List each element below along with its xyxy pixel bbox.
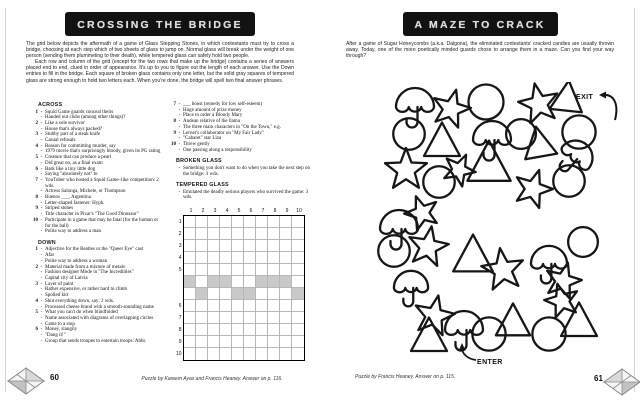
intro-paragraph: After a game of Sugar Honeycombs (a.k.a. Dalgona), the eliminated contestants' cracked candies are usually thrown away. Today, one of the more poetically minded guards chose to arrange them in a maze. Can you find your way through?	[346, 41, 614, 60]
clue: - "Dang it!"	[40, 333, 66, 339]
grid-cell	[208, 288, 220, 300]
grid-cell	[208, 228, 220, 240]
down-header: DOWN	[38, 239, 56, 246]
grid-cell	[268, 216, 280, 228]
page-right	[330, 8, 630, 394]
grid-cell	[256, 312, 268, 324]
grid-cell	[196, 252, 208, 264]
clue: 4 - Shut everything down, say: 2 wds.	[35, 298, 115, 304]
grid-col-label: 9	[285, 208, 289, 215]
clue: - Polite way to address a woman	[40, 258, 108, 264]
grid-cell	[220, 252, 232, 264]
clue: - Title character in Pixar's "The Good Dinosaur"	[40, 212, 139, 218]
exit-arrow-icon	[599, 92, 616, 121]
grid-cell	[220, 300, 232, 312]
tempered-glass-clue	[168, 190, 315, 201]
grid-cell	[232, 216, 244, 228]
umbrella-shape	[394, 271, 428, 307]
grid-cell	[232, 252, 244, 264]
star-shape	[385, 148, 427, 188]
dalgona-maze	[343, 82, 618, 374]
grid-cell	[208, 264, 220, 276]
grid-cell	[232, 228, 244, 240]
grid-cell	[184, 348, 196, 360]
grid-cell	[208, 324, 220, 336]
clue: - Name associated with diagrams of overlapping circles	[40, 315, 154, 321]
grid-cell	[244, 228, 256, 240]
grid-cell	[256, 324, 268, 336]
star-shape	[541, 279, 582, 319]
grid-cell	[196, 312, 208, 324]
right-intro	[346, 41, 614, 59]
grid-cell	[220, 228, 232, 240]
tempered-glass-cell	[220, 276, 232, 288]
clue: 9 - Lerner's collaborator on "My Fair Lady"	[173, 130, 264, 136]
clue: - Fashion designer Mode in "The Incredibles"	[40, 270, 134, 276]
clue: - Rather expensive, or rather hard to climb	[40, 287, 128, 293]
grid-cell	[280, 264, 292, 276]
star-shape	[510, 164, 557, 210]
grid-cell	[220, 336, 232, 348]
grid-cell	[292, 276, 304, 288]
clue: - Something you don't want to do when you take the next step on the bridge: 3 wds.	[178, 165, 310, 177]
page-number-right: 61	[594, 374, 603, 383]
grid-cell	[256, 216, 268, 228]
grid-cell	[268, 252, 280, 264]
clue: - Afar	[40, 253, 55, 259]
grid-cell	[184, 240, 196, 252]
grid-cell	[196, 228, 208, 240]
grid-cell	[292, 228, 304, 240]
clue: - Processed cheese brand with a smooth-sounding name	[40, 304, 154, 310]
tempered-glass-cell	[292, 288, 304, 300]
right-page-title: A MAZE TO CRACK	[414, 18, 546, 31]
grid-cell	[268, 288, 280, 300]
bridge-crossword-grid	[174, 208, 315, 361]
grid-row-label: 2	[178, 231, 182, 238]
clue: 9 - Striped stones	[35, 206, 74, 212]
clue: - "Cabaret" star Liza	[178, 136, 222, 142]
tempered-glass-cell	[232, 288, 244, 300]
circle-shape	[532, 317, 565, 350]
grid-cell	[184, 336, 196, 348]
down-clue-list-continued	[168, 102, 315, 153]
clue: 10 - Participate in a game that may be fatal (for the human or for the ball)	[33, 217, 159, 229]
left-page-title: CROSSING THE BRIDGE	[77, 18, 243, 31]
grid-cell	[220, 348, 232, 360]
grid-cell	[184, 252, 196, 264]
clue: - Letter-shaped fastener: Hyph.	[40, 200, 105, 206]
grid-cell	[232, 324, 244, 336]
ddakji-origami-icon	[6, 366, 46, 396]
grid-col-label: 2	[201, 208, 205, 215]
grid-cell	[184, 324, 196, 336]
grid-col-label: 7	[261, 208, 265, 215]
grid-cell	[184, 264, 196, 276]
grid-cell	[232, 240, 244, 252]
grid-cell	[292, 336, 304, 348]
clue-column-2	[168, 102, 315, 361]
grid-cell	[244, 300, 256, 312]
star-shape	[479, 245, 526, 290]
grid-row-label: 10	[175, 351, 182, 358]
clue: - One passing along a responsibility	[178, 147, 252, 153]
grid-cell	[232, 276, 244, 288]
grid-cell	[208, 312, 220, 324]
grid-cell	[184, 216, 196, 228]
tempered-glass-cell	[280, 276, 292, 288]
down-clue-list	[30, 247, 161, 344]
grid-cell	[220, 324, 232, 336]
grid-col-label: 4	[225, 208, 229, 215]
grid-cell	[196, 216, 208, 228]
clue: - Polite way to address a man	[40, 229, 101, 235]
grid-cell	[196, 264, 208, 276]
grid-cell	[208, 348, 220, 360]
grid-cell	[280, 288, 292, 300]
grid-cell	[280, 252, 292, 264]
clue: 5 - Creature that can produce a pearl	[35, 155, 112, 161]
grid-row-label: 8	[178, 327, 182, 334]
page-edge-left	[5, 8, 6, 392]
grid-cell	[220, 312, 232, 324]
grid-cell	[244, 252, 256, 264]
grid-col-label: 10	[296, 208, 302, 215]
grid-col-label: 1	[189, 208, 193, 215]
grid-cell	[220, 288, 232, 300]
grid-cell	[232, 300, 244, 312]
grid-cell	[196, 324, 208, 336]
tempered-glass-cell	[268, 276, 280, 288]
grid-cell	[220, 240, 232, 252]
tempered-glass-cell	[184, 276, 196, 288]
grid-cell	[268, 300, 280, 312]
clue: - Did great on, as a final exam	[40, 160, 103, 166]
grid-cell	[244, 336, 256, 348]
across-header: ACROSS	[38, 102, 63, 108]
clue: 4 - Reason for committing murder, say	[35, 143, 116, 149]
grid-col-label: 8	[273, 208, 277, 215]
star-shape	[428, 85, 474, 130]
clue-columns	[30, 102, 315, 361]
intro-paragraph-1: The grid below depicts the aftermath of a game of Glass Stepping Stones, in which contestants must try to cross a bridge, choosing at each step which of two sheets of glass to jump on. Normal glass will break under the weight of one person (sending them plummeting to their death), while tempered glass can safely hold two people.	[26, 41, 294, 60]
clue: - The three main characters in "On the Town," e.g.	[178, 124, 281, 130]
grid-cell	[292, 300, 304, 312]
clue: - Place to order a Bloody Mary	[178, 113, 243, 119]
grid-cell	[244, 348, 256, 360]
grid-cell	[232, 312, 244, 324]
clue: 3 - Stubby part of a steak knife	[35, 132, 101, 138]
grid-cell	[268, 348, 280, 360]
grid-cell	[220, 216, 232, 228]
triangle-shape	[424, 123, 460, 157]
tempered-glass-cell	[196, 288, 208, 300]
clue: 6 - Bark like a tiny little dog	[35, 166, 96, 172]
clue: - Emulated the deadly serious players who survived the game: 3 wds.	[178, 189, 309, 201]
tempered-glass-cell	[256, 276, 268, 288]
clue: 5 - What you can't do when blindfolded	[35, 310, 118, 316]
circle-shape	[393, 118, 425, 150]
clue: - Came to a stop	[40, 321, 75, 327]
clue: - Capital city of Latvia	[40, 275, 88, 281]
clue: 3 - Layer of paint	[35, 281, 74, 287]
grid-cell	[256, 300, 268, 312]
grid-row-label: 6	[178, 303, 182, 310]
tempered-glass-header: TEMPERED GLASS	[176, 182, 229, 189]
grid-cell	[256, 264, 268, 276]
grid-cell	[280, 300, 292, 312]
clue: 8 - Buenos ___, Argentina	[35, 195, 91, 201]
tempered-glass-cell	[244, 288, 256, 300]
exit-label: EXIT	[576, 94, 594, 101]
grid-cell	[196, 336, 208, 348]
grid-cell	[280, 228, 292, 240]
grid-cell	[232, 336, 244, 348]
grid-cell	[184, 300, 196, 312]
umbrella-shape	[473, 121, 511, 161]
grid-cell	[280, 312, 292, 324]
star-shape	[405, 223, 451, 267]
grid-cell	[292, 312, 304, 324]
right-caption: Puzzle by Francis Heaney. Answer on p. 115.	[355, 374, 456, 380]
broken-glass-clue	[168, 166, 315, 177]
clue: 1 - Adjective for the Beatles or the "Queer Eye" cast	[35, 247, 144, 253]
clue: - Group that sends troupes to entertain troops: Abbr.	[40, 338, 147, 344]
intro-paragraph-2: Each row and column of the grid (except for the two rows that make up the bridge) contains a series of answers placed end to end, clued in order of appearance. It's up to you to figure out the length of each answer. Use the Down entries to fill in the bridge. Each square of broken glass contains only one letter, but the solid gray squares of tempered glass are strong enough to hold two letters each. When you're done, the bridge will spell two final answer phrases.	[26, 59, 294, 84]
broken-glass-header: BROKEN GLASS	[176, 158, 222, 165]
grid-row-label: 4	[178, 255, 182, 262]
grid-cell	[244, 276, 256, 288]
grid-cell	[280, 216, 292, 228]
grid-row-label: 3	[178, 243, 182, 250]
grid-cell	[256, 228, 268, 240]
clue: - Huge amount of prize money	[178, 107, 242, 113]
clue: - Handed out clubs (among other things)?	[40, 115, 126, 121]
grid-cell	[196, 276, 208, 288]
umbrella-shape	[396, 88, 434, 128]
grid-cell	[184, 228, 196, 240]
page-left	[10, 8, 310, 394]
grid-cell	[208, 240, 220, 252]
clue: - Actress Salonga, Michele, or Thompson	[40, 189, 126, 195]
grid-cell	[268, 336, 280, 348]
grid-cell	[280, 324, 292, 336]
grid-cell	[244, 324, 256, 336]
grid-cell	[268, 324, 280, 336]
clue: 10 - Threw gently	[171, 141, 210, 147]
clue: - Saying "absolutely not" to	[40, 172, 98, 178]
grid-cell	[268, 228, 280, 240]
grid-cell	[292, 348, 304, 360]
grid-cell	[184, 288, 196, 300]
grid-col-label: 3	[213, 208, 217, 215]
clue: - Casual refusals	[40, 138, 76, 144]
left-intro	[26, 41, 294, 84]
grid-col-label: 6	[249, 208, 253, 215]
clue: 2 - Like a sole survivor	[35, 120, 85, 126]
page-number-left: 60	[50, 373, 59, 382]
circle-shape	[469, 85, 504, 120]
grid-cell	[292, 264, 304, 276]
grid-cell	[184, 312, 196, 324]
grid-cell	[244, 312, 256, 324]
grid-row-label: 7	[178, 315, 182, 322]
grid-cell	[208, 252, 220, 264]
grid-row-label	[174, 276, 183, 288]
grid-cell	[232, 264, 244, 276]
triangle-shape	[496, 303, 530, 335]
grid-cell	[292, 216, 304, 228]
grid-cell	[280, 240, 292, 252]
grid-cell	[292, 240, 304, 252]
left-caption: Puzzle by Kareem Ayas and Francis Heaney. Answer on p. 116.	[141, 376, 283, 382]
grid-cell	[244, 240, 256, 252]
grid-cell	[292, 252, 304, 264]
tempered-glass-cell	[208, 276, 220, 288]
grid-cell	[256, 336, 268, 348]
umbrella-shape	[531, 246, 567, 284]
clue: 7 - YouTuber who hosted a Squid Game–like competition: 2 wds.	[35, 177, 159, 189]
grid-cell	[268, 312, 280, 324]
grid-cell	[220, 264, 232, 276]
grid-cell	[208, 336, 220, 348]
grid-cell	[196, 300, 208, 312]
circle-shape	[378, 235, 410, 267]
grid-cell	[208, 300, 220, 312]
grid-cell	[244, 216, 256, 228]
clue: 1 - Squid Game guards conceal theirs	[35, 109, 114, 115]
clue: - Spoiled kid	[40, 293, 68, 299]
grid-cell	[292, 324, 304, 336]
across-clue-list	[30, 110, 161, 235]
grid-cell	[268, 240, 280, 252]
grid-row-label: 1	[178, 219, 182, 226]
grid-row-label	[174, 288, 183, 300]
grid-col-label: 5	[237, 208, 241, 215]
grid-cell	[280, 348, 292, 360]
clue-column-1	[30, 102, 161, 361]
grid-cell	[256, 252, 268, 264]
enter-label: ENTER	[477, 359, 503, 366]
clue: - House that's always packed?	[40, 126, 103, 132]
grid-cell	[208, 216, 220, 228]
grid-cell	[232, 348, 244, 360]
grid-cell	[244, 264, 256, 276]
clue: 2 - Material made from a mixture of metals	[35, 264, 125, 270]
grid-cell	[196, 240, 208, 252]
grid-cell	[256, 240, 268, 252]
right-title-bar	[403, 12, 558, 36]
clue: 7 - ___ boost (remedy for low self-esteem)	[173, 102, 263, 107]
clue: 8 - Andean relative of the llama	[173, 119, 240, 125]
grid-cell	[280, 336, 292, 348]
clue: - 1979 movie that's surprisingly bloody, given its PG rating	[40, 149, 161, 155]
grid-row-label: 5	[178, 267, 182, 274]
grid-cell	[256, 348, 268, 360]
triangle-shape	[520, 124, 557, 159]
grid-cell	[268, 264, 280, 276]
grid-cell	[256, 288, 268, 300]
circle-shape	[568, 227, 598, 257]
grid-row-label: 9	[178, 339, 182, 346]
page-edge-right	[634, 8, 635, 392]
ddakji-origami-icon	[602, 367, 640, 397]
clue: 6 - Money, slangily	[35, 327, 78, 333]
grid-cell	[196, 348, 208, 360]
left-title-bar	[65, 12, 254, 36]
